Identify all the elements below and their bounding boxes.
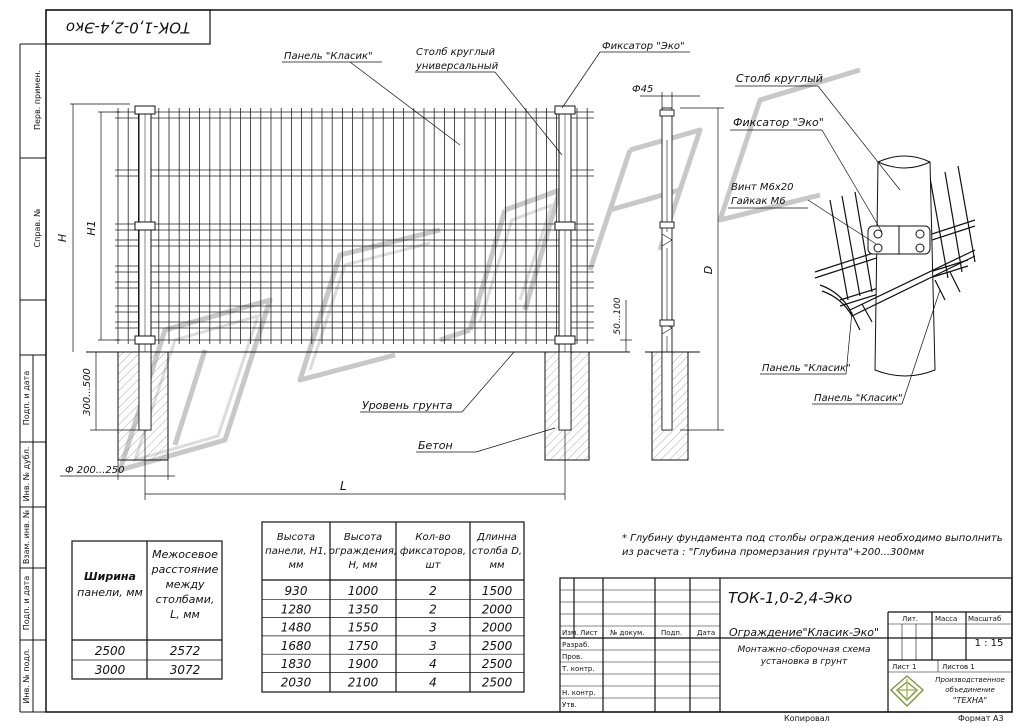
- table-main-cell: 2500: [481, 657, 513, 672]
- table-main-cell: 930: [284, 584, 308, 598]
- code-box-top: [46, 10, 210, 44]
- table-main-cell: 2: [429, 602, 437, 617]
- org-name-1: Производственное: [935, 676, 1005, 684]
- watermark-logo-inner: [135, 205, 552, 460]
- svg-text:Длинна: Длинна: [477, 532, 517, 543]
- dim-gap: 50...100: [613, 297, 623, 335]
- table-main-headers: [265, 532, 522, 571]
- label-fiksator-eko-detail: Фиксатор "Эко": [733, 116, 824, 129]
- table-main-cell: 2000: [481, 620, 513, 635]
- org-name-2: объединение: [945, 686, 995, 694]
- tb-lit: Лит.: [902, 615, 919, 623]
- table-main-cell: 4: [429, 675, 437, 690]
- table-main-cell: 2500: [481, 638, 513, 653]
- tb-title: Ограждение"Класик-Эко": [728, 626, 880, 639]
- table-main-cell: 3: [429, 620, 437, 635]
- tb-col-izm: Изм.: [562, 629, 579, 637]
- svg-text:Кол-во: Кол-во: [415, 532, 451, 543]
- svg-text:H, мм: H, мм: [348, 560, 378, 571]
- org-name-3: "ТЕХНА": [952, 696, 988, 705]
- fence-panel: [115, 108, 594, 344]
- svg-text:Межосевое: Межосевое: [152, 548, 218, 561]
- table-left-cell: 3000: [94, 663, 126, 677]
- label-beton: Бетон: [418, 439, 453, 452]
- label-panel-klasik-top: Панель "Класик": [284, 51, 373, 62]
- tb-sub2: установка в грунт: [760, 657, 848, 667]
- svg-text:фиксаторов,: фиксаторов,: [399, 546, 467, 557]
- dim-phi45: Ф45: [632, 84, 654, 95]
- table-left-header-2: [151, 548, 219, 621]
- svg-text:мм: мм: [489, 560, 505, 571]
- strip-inv-dubl: Инв. № дубл.: [22, 446, 31, 502]
- tb-t-kontr: Т. контр.: [562, 665, 595, 673]
- table-main-cell: 1830: [280, 657, 312, 672]
- strip-podp-data-2: Подп. и дата: [22, 575, 31, 631]
- tb-col-dokum: № докум.: [610, 629, 645, 637]
- svg-text:ограждения,: ограждения,: [328, 546, 398, 557]
- dim-phi200: Ф 200...250: [65, 465, 125, 476]
- label-stolb-krugly-detail: Столб круглый: [736, 72, 823, 85]
- svg-text:столбами,: столбами,: [155, 593, 215, 606]
- note-line-2: из расчета : "Глубина промерзания грунта"+200...300мм: [622, 547, 925, 558]
- strip-perv-primen: Перв. примен.: [33, 69, 42, 131]
- table-left-header-1a: Ширина: [84, 570, 136, 583]
- table-main-cell: 1000: [347, 584, 379, 598]
- table-main-cell: 1500: [481, 584, 513, 598]
- svg-text:L, мм: L, мм: [170, 608, 200, 621]
- table-main-cell: 1480: [280, 620, 312, 635]
- tb-prov: Пров.: [562, 653, 583, 661]
- table-main-cell: 2500: [481, 675, 513, 690]
- tb-masshtab: Масштаб: [968, 615, 1002, 623]
- dim-H1: H1: [85, 220, 98, 236]
- table-main-cell: 1350: [347, 602, 379, 617]
- svg-text:панели, H1,: панели, H1,: [265, 546, 327, 557]
- detail-view: [815, 156, 975, 376]
- table-left-cell: 3072: [169, 663, 201, 677]
- tb-list: Лист 1: [892, 663, 917, 671]
- strip-podp-data-1: Подп. и дата: [22, 370, 31, 426]
- tb-col-podp: Подп.: [661, 629, 683, 637]
- note-line-1: * Глубину фундамента под столбы ограждения необходимо выполнить: [622, 533, 1003, 544]
- table-main-cell: 1750: [347, 638, 379, 653]
- table-left-cell: 2572: [169, 644, 201, 658]
- table-main-cell: 2100: [347, 675, 379, 690]
- title-code: ТОК-1,0-2,4-Эко: [728, 589, 853, 607]
- tb-listov: Листов 1: [942, 663, 975, 671]
- strip-vzam-inv: Взам. инв. №: [22, 509, 31, 565]
- label-fiksator-eko-top: Фиксатор "Эко": [602, 41, 685, 52]
- label-stolb-krugly-1: Столб круглый: [416, 47, 496, 58]
- table-main-cell: 4: [429, 657, 437, 672]
- dim-H: H: [56, 233, 69, 243]
- svg-text:Высота: Высота: [276, 532, 316, 543]
- label-panel-klasik-1: Панель "Класик": [762, 363, 851, 374]
- table-main-cell: 3: [429, 638, 437, 653]
- tb-col-data: Дата: [697, 629, 716, 637]
- label-stolb-krugly-2: универсальный: [416, 61, 499, 72]
- svg-text:расстояние: расстояние: [151, 563, 219, 576]
- label-uroven-grunta: Уровень грунта: [362, 399, 453, 412]
- svg-text:шт: шт: [425, 560, 441, 571]
- strip-sprav-no: Справ. №: [33, 208, 42, 248]
- svg-text:Высота: Высота: [343, 532, 383, 543]
- org-logo: [891, 676, 923, 706]
- table-main-cell: 1680: [280, 638, 312, 653]
- dim-depth: 300...500: [82, 368, 93, 416]
- svg-text:между: между: [165, 578, 205, 591]
- table-main-cell: 1550: [347, 620, 379, 635]
- format-a3: Формат А3: [958, 714, 1004, 723]
- label-vint: Винт М6х20: [731, 182, 794, 193]
- tb-sub1: Монтажно-сборочная схема: [737, 645, 871, 655]
- table-main-cell: 2030: [280, 675, 312, 690]
- tb-scale: 1 : 15: [974, 638, 1004, 649]
- tb-massa: Масса: [935, 615, 958, 623]
- table-left-header-1b: панели, мм: [77, 586, 143, 599]
- kopiroval: Копировал: [784, 714, 830, 723]
- dim-L: L: [340, 479, 347, 493]
- sheet-border: [46, 10, 1012, 712]
- table-main-rows: [262, 584, 524, 690]
- table-main-cell: 2: [429, 584, 437, 598]
- strip-inv-podl: Инв. № подл.: [22, 648, 31, 704]
- tb-n-kontr: Н. контр.: [562, 689, 596, 697]
- drawing-code-rotated: ТОК-1,0-2,4-Эко: [65, 18, 191, 37]
- table-main-cell: 1900: [347, 657, 379, 672]
- tb-razrab: Разраб.: [562, 641, 590, 649]
- label-panel-klasik-2: Панель "Класик": [814, 393, 903, 404]
- table-main-cell: 2000: [481, 602, 513, 617]
- label-gaika: Гайкак М6: [731, 196, 786, 207]
- tb-col-list: Лист: [580, 629, 598, 637]
- svg-text:мм: мм: [288, 560, 304, 571]
- table-left-cell: 2500: [94, 644, 126, 658]
- tb-utv: Утв.: [562, 701, 577, 709]
- svg-text:столба D,: столба D,: [471, 546, 523, 557]
- dim-D: D: [702, 265, 715, 275]
- table-main-cell: 1280: [280, 602, 312, 617]
